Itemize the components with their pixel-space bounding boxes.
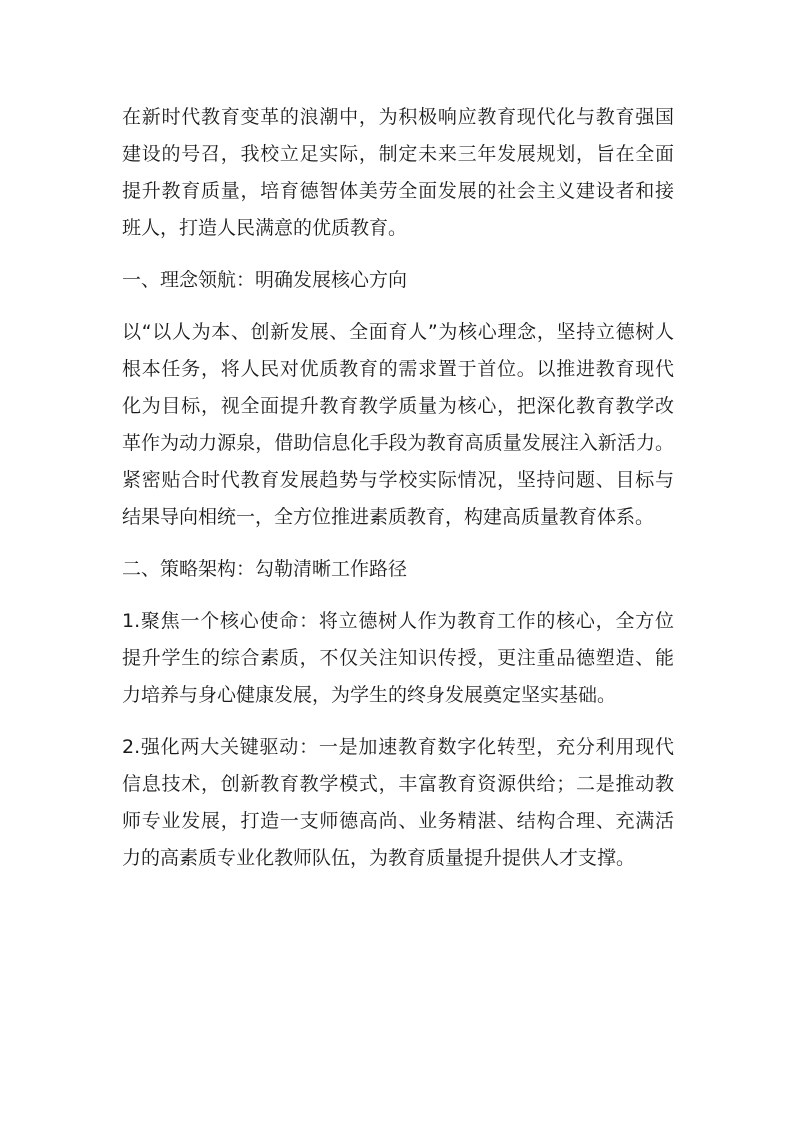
text-line: 在新时代教育变革的浪潮中，为积极响应教育现代化与教育强国 bbox=[122, 106, 674, 128]
document-page bbox=[122, 99, 674, 892]
item-2-paragraph bbox=[122, 729, 674, 877]
text-line: 2.强化两大关键驱动：一是加速教育数字化转型，充分利用现代 bbox=[122, 736, 674, 758]
text-line: 1.聚焦一个核心使命：将立德树人作为教育工作的核心，全方位 bbox=[122, 610, 674, 632]
section-heading-2 bbox=[122, 551, 674, 588]
text-line: 二、策略架构：勾勒清晰工作路径 bbox=[122, 558, 408, 580]
text-line: 提升教育质量，培育德智体美劳全面发展的社会主义建设者和接 bbox=[122, 180, 674, 202]
text-line: 力培养与身心健康发展，为学生的终身发展奠定坚实基础。 bbox=[122, 684, 617, 706]
text-line: 以“以人为本、创新发展、全面育人”为核心理念，坚持立德树人 bbox=[122, 321, 674, 343]
text-line: 化为目标，视全面提升教育教学质量为核心，把深化教育教学改 bbox=[122, 395, 674, 417]
section-heading-1 bbox=[122, 262, 674, 299]
text-line: 建设的号召，我校立足实际，制定未来三年发展规划，旨在全面 bbox=[122, 143, 674, 165]
item-1-paragraph bbox=[122, 603, 674, 714]
text-line: 一、理念领航：明确发展核心方向 bbox=[122, 269, 408, 291]
text-line: 革作为动力源泉，借助信息化手段为教育高质量发展注入新活力。 bbox=[122, 432, 674, 454]
text-line: 信息技术，创新教育教学模式，丰富教育资源供给；二是推动教 bbox=[122, 773, 674, 795]
text-line: 紧密贴合时代教育发展趋势与学校实际情况，坚持问题、目标与 bbox=[122, 469, 674, 491]
text-line: 力的高素质专业化教师队伍，为教育质量提升提供人才支撑。 bbox=[122, 847, 636, 869]
text-line: 班人，打造人民满意的优质教育。 bbox=[122, 217, 408, 239]
text-line: 师专业发展，打造一支师德高尚、业务精湛、结构合理、充满活 bbox=[122, 810, 674, 832]
text-line: 提升学生的综合素质，不仅关注知识传授，更注重品德塑造、能 bbox=[122, 647, 674, 669]
intro-paragraph bbox=[122, 99, 674, 247]
section-1-paragraph bbox=[122, 314, 674, 536]
text-line: 根本任务，将人民对优质教育的需求置于首位。以推进教育现代 bbox=[122, 358, 674, 380]
text-line: 结果导向相统一，全方位推进素质教育，构建高质量教育体系。 bbox=[122, 506, 655, 528]
